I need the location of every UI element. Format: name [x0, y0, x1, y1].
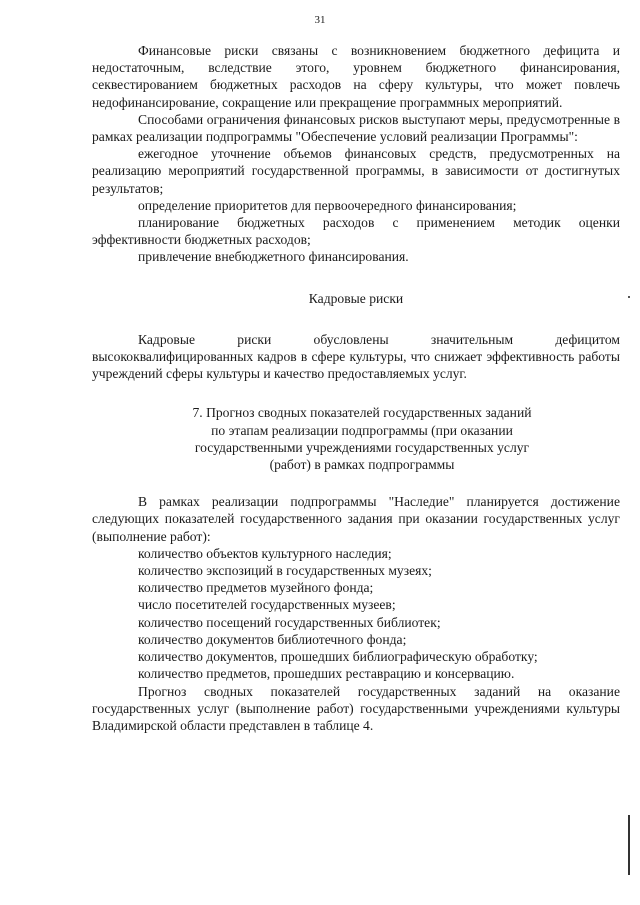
paragraph-forecast: Прогноз сводных показателей государственных заданий на оказание государственных услуг (выполнение работ) государственными учреждениями культуры Владимирской области представлен в таблице 4.	[92, 683, 620, 733]
heading-staff-risks: Кадровые риски	[308, 290, 404, 306]
scan-speck	[628, 296, 630, 298]
indicator-item: количество предметов, прошедших реставрацию и консервацию.	[138, 666, 515, 682]
measure-item: определение приоритетов для первоочередного финансирования;	[138, 197, 517, 213]
paragraph-staff-risks: Кадровые риски обусловлены значительным дефицитом высококвалифицированных кадров в сфере культуры, что снижает эффективность работы учреждений сферы культуры и качество предоставляемых услуг.	[92, 331, 620, 382]
indicator-item: число посетителей государственных музеев;	[138, 597, 396, 613]
measure-item: ежегодное уточнение объемов финансовых средств, предусмотренных на реализацию мероприятий государственной программы, в зависимости от достигнутых результатов;	[92, 146, 620, 196]
heading-line: (работ) в рамках подпрограммы	[269, 457, 455, 473]
measure-item: привлечение внебюджетного финансирования.	[138, 249, 409, 265]
indicator-item: количество посещений государственных библиотек;	[138, 614, 441, 630]
heading-line: по этапам реализации подпрограммы (при оказании	[211, 422, 513, 438]
indicator-item: количество экспозиций в государственных музеях;	[138, 563, 432, 579]
indicator-item: количество предметов музейного фонда;	[138, 580, 374, 596]
indicator-item: количество документов, прошедших библиографическую обработку;	[138, 649, 538, 665]
paragraph-indicators-intro: В рамках реализации подпрограммы "Наследие" планируется достижение следующих показателей государственного задания при оказании государственных услуг (выполнение работ):	[92, 494, 620, 544]
scan-edge-line	[628, 815, 630, 875]
indicator-item: количество объектов культурного наследия;	[138, 545, 392, 561]
indicator-item: количество документов библиотечного фонда;	[138, 631, 407, 647]
document-body	[92, 42, 620, 734]
paragraph-risk-measures: Способами ограничения финансовых рисков выступают меры, предусмотренные в рамках реализации подпрограммы "Обеспечение условий реализации Программы":	[92, 111, 620, 145]
heading-line: 7. Прогноз сводных показателей государственных заданий	[192, 405, 532, 421]
measure-item: планирование бюджетных расходов с применением методик оценки эффективности бюджетных расходов;	[92, 215, 620, 248]
heading-line: государственными учреждениями государственных услуг	[194, 439, 530, 455]
page-number: 31	[314, 14, 326, 26]
paragraph-financial-risks: Финансовые риски связаны с возникновением бюджетного дефицита и недостаточным, вследствие этого, уровнем бюджетного финансирования, секвестированием бюджетных расходов на сферу культуры, что может повлечь недофинансирование, сокращение или прекращение программных мероприятий.	[92, 43, 620, 110]
heading-section-7	[92, 404, 620, 473]
